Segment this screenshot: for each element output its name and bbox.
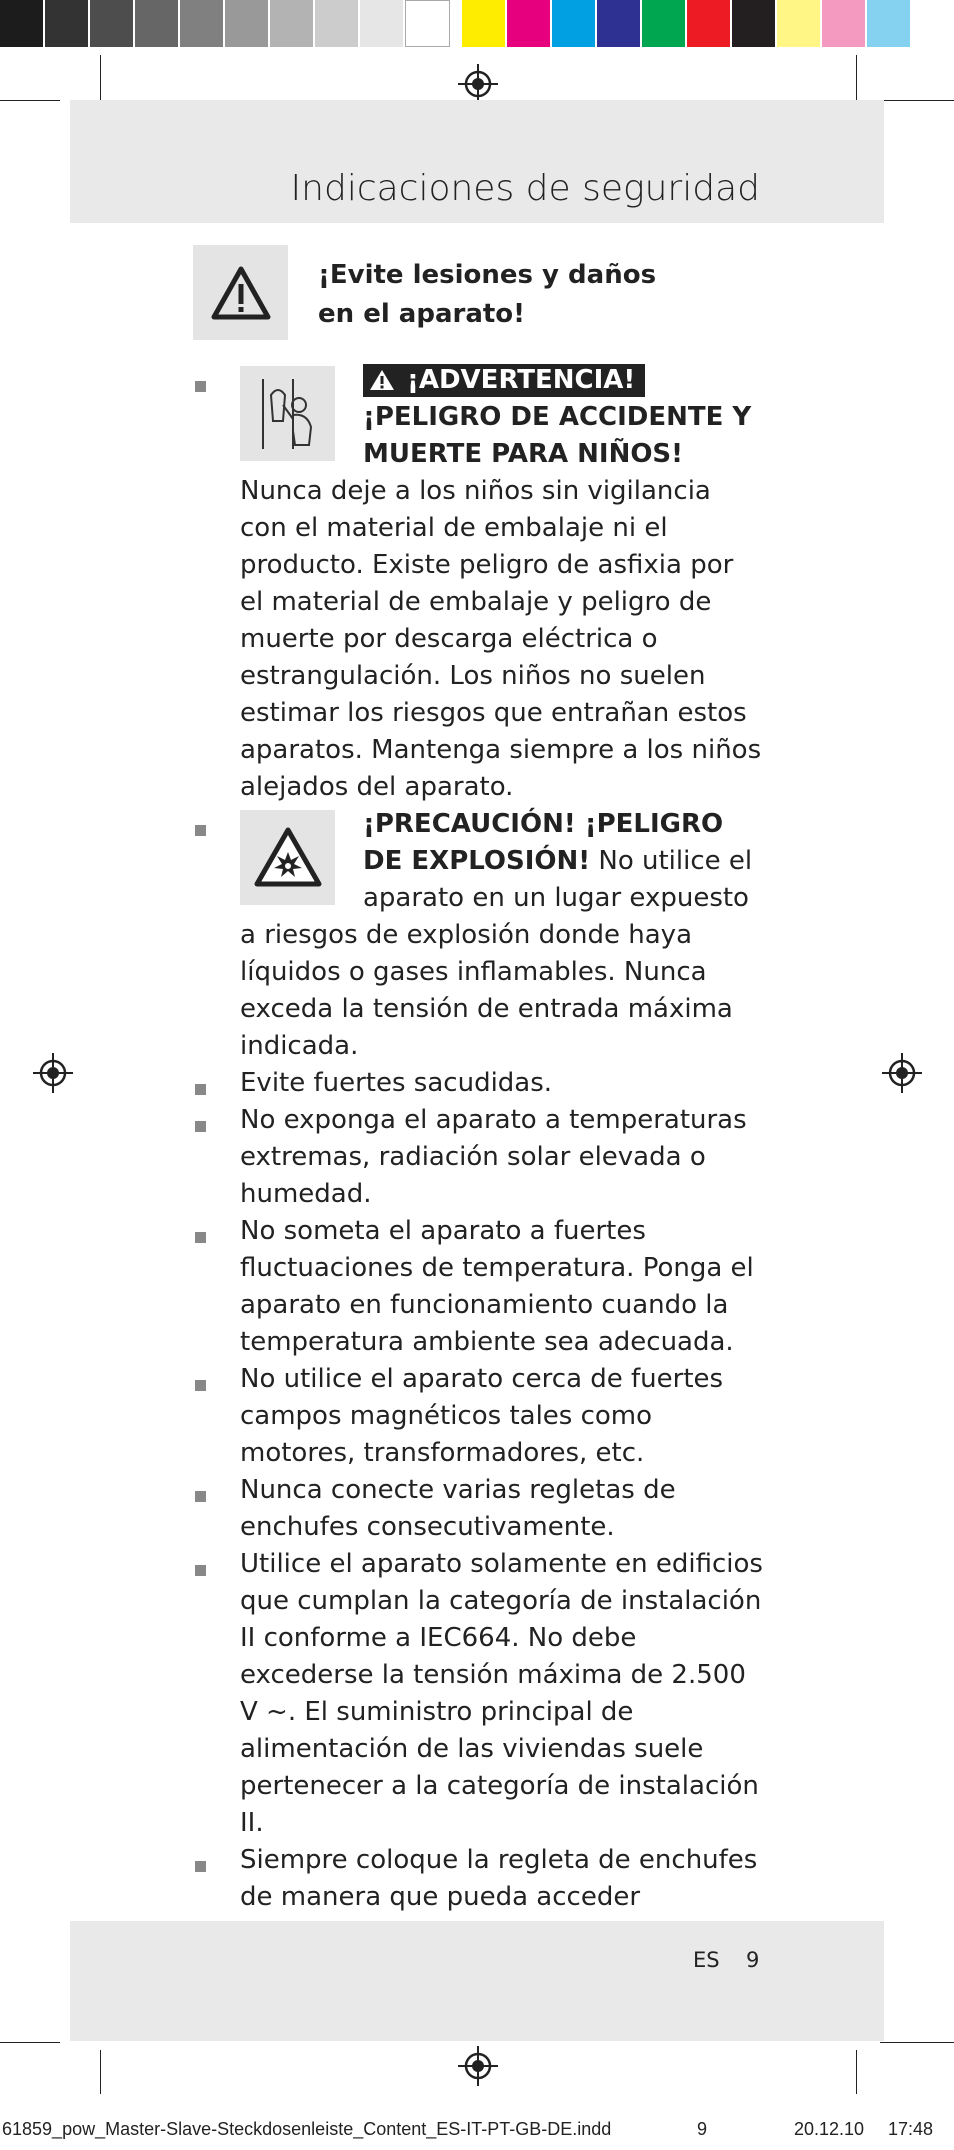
warning-box <box>193 245 288 340</box>
list-item <box>193 362 763 806</box>
list-item <box>193 1065 763 1102</box>
child-danger-icon <box>253 375 323 453</box>
item-text: Siempre coloque la regleta de enchufes de manera que pueda acceder <box>240 1845 758 1912</box>
slug-filename: 61859_pow_Master-Slave-Steckdosenleiste_Content_ES-IT-PT-GB-DE.indd <box>2 2119 612 2139</box>
slug-page: 9 <box>697 2119 708 2139</box>
color-swatch <box>597 0 642 47</box>
list-item <box>193 806 763 1065</box>
color-swatch <box>462 0 507 47</box>
item-text: Nunca conecte varias regletas de enchufes consecutivamente. <box>240 1475 676 1542</box>
safety-list <box>193 362 763 2027</box>
list-item <box>193 1361 763 1472</box>
color-swatch <box>867 0 912 47</box>
gray-swatch <box>360 0 405 47</box>
gray-swatch <box>270 0 315 47</box>
explosion-icon-box <box>240 810 335 905</box>
registration-mark-icon <box>458 2046 498 2086</box>
footer-band <box>70 1921 884 2041</box>
item-text: No utilice el aparato en un lugar expuesto a riesgos de explosión donde haya líquidos o gases inflamables. Nunca exceda la tensión de entrada máxima indicada. <box>240 846 753 1061</box>
gray-swatch <box>180 0 225 47</box>
footer-language: ES <box>693 1948 720 1972</box>
item-text: No someta el aparato a fuertes fluctuaciones de temperatura. Ponga el aparato en funcionamiento cuando la temperatura ambiente sea adecuada. <box>240 1216 754 1357</box>
gray-swatch <box>405 0 450 47</box>
gray-swatch <box>225 0 270 47</box>
crop-mark <box>100 2050 101 2094</box>
color-calibration-bar <box>0 0 954 47</box>
registration-mark-icon <box>458 64 498 104</box>
swatch-gap <box>450 0 462 47</box>
color-swatch <box>507 0 552 47</box>
registration-mark-icon <box>33 1053 73 1093</box>
color-swatch <box>822 0 867 47</box>
explosion-warning-icon <box>253 826 323 890</box>
color-swatch <box>687 0 732 47</box>
warning-heading <box>318 256 656 334</box>
item-text: Utilice el aparato solamente en edificios que cumplan la categoría de instalación II conforme a IEC664. No debe excederse la tensión máxima de 2.500 V ~. El suministro principal de alimentación de las viviendas suele pertenecer a la categoría de instalación II. <box>240 1549 763 1838</box>
list-item <box>193 1472 763 1546</box>
color-swatch <box>642 0 687 47</box>
warning-triangle-icon <box>210 265 272 321</box>
warning-badge-icon <box>369 369 395 391</box>
child-danger-icon-box <box>240 366 335 461</box>
advertencia-badge <box>363 364 645 397</box>
gray-swatch <box>45 0 90 47</box>
item-text: Nunca deje a los niños sin vigilancia con el material de embalaje ni el producto. Existe peligro de asfixia por el material de embalaje y peligro de muerte por descarga eléctrica o estrangulación. Los niños no suelen estimar los riesgos que entrañan estos aparatos. Mantenga siempre a los niños alejados del aparato. <box>240 476 762 802</box>
item-bold-text: ¡PELIGRO DE ACCIDENTE Y MUERTE PARA NIÑOS! <box>363 402 752 469</box>
gray-swatch <box>0 0 45 47</box>
item-text: No utilice el aparato cerca de fuertes campos magnéticos tales como motores, transformadores, etc. <box>240 1364 724 1468</box>
warning-heading-line1: ¡Evite lesiones y daños <box>318 260 657 290</box>
crop-mark <box>880 100 954 101</box>
color-swatch <box>777 0 822 47</box>
crop-mark <box>0 100 60 101</box>
slug-time: 17:48 <box>888 2119 934 2139</box>
color-swatch <box>552 0 597 47</box>
color-swatch <box>732 0 777 47</box>
crop-mark <box>880 2042 954 2043</box>
item-text: Evite fuertes sacudidas. <box>240 1068 553 1098</box>
list-item <box>193 1546 763 1842</box>
crop-mark <box>856 55 857 103</box>
registration-mark-icon <box>882 1053 922 1093</box>
slug-date: 20.12.10 <box>794 2119 865 2139</box>
item-bold-text: ¡PRECAUCIÓN! ¡PELIGRO DE EXPLOSIÓN! <box>363 809 724 876</box>
list-item <box>193 1213 763 1361</box>
crop-mark <box>856 2050 857 2094</box>
gray-swatch <box>90 0 135 47</box>
crop-mark <box>100 55 101 103</box>
warning-heading-line2: en el aparato! <box>318 299 526 329</box>
advertencia-label: ¡ADVERTENCIA! <box>407 365 636 395</box>
gray-swatch <box>315 0 360 47</box>
list-item <box>193 1102 763 1213</box>
item-text: No exponga el aparato a temperaturas extremas, radiación solar elevada o humedad. <box>240 1105 747 1209</box>
crop-mark <box>0 2042 60 2043</box>
page-title: Indicaciones de seguridad <box>290 168 760 209</box>
gray-swatch <box>135 0 180 47</box>
footer-page-number: 9 <box>746 1948 760 1972</box>
